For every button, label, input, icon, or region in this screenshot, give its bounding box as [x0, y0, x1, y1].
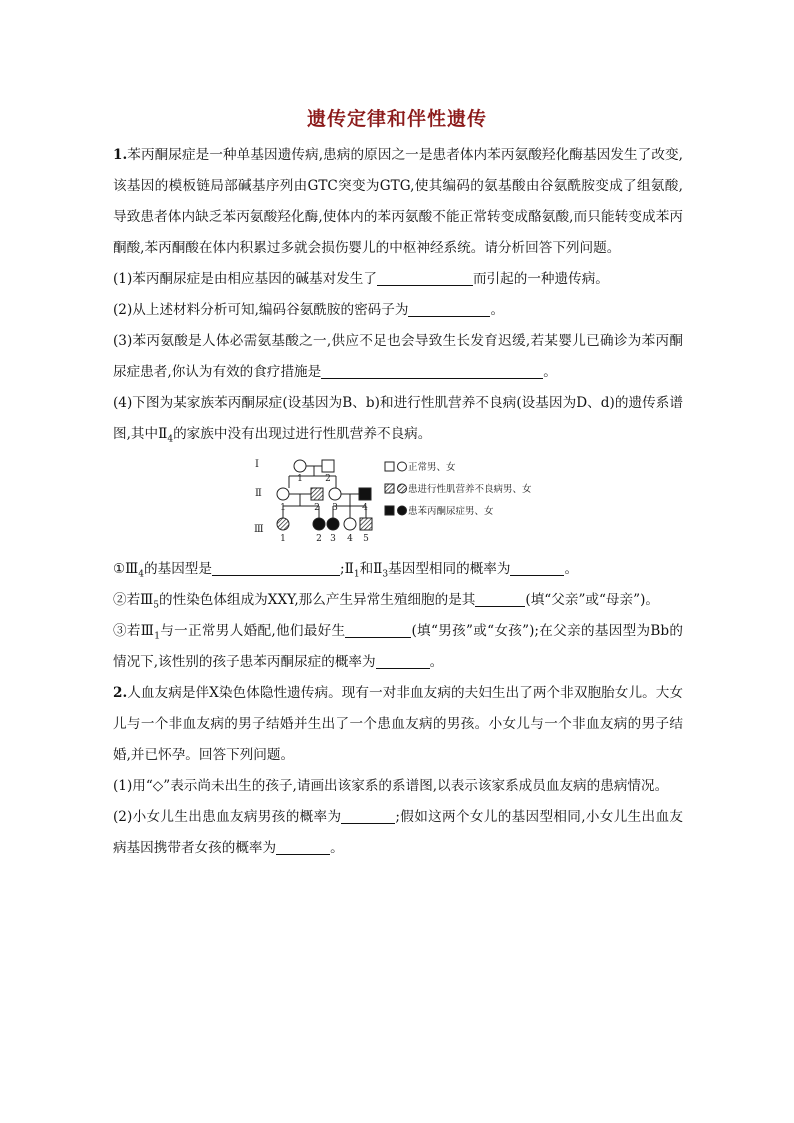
text: (填“男孩”或“女孩”);在父亲的基因型为Bb的情况下,该性别的孩子患苯丙酮尿症的概率为: [113, 623, 683, 670]
q1-sub2: [113, 585, 683, 616]
individual-number: 2: [314, 503, 320, 513]
q1-part3-text: (3)苯丙氨酸是人体必需氨基酸之一,供应不足也会导致生长发育迟缓,若某婴儿已确诊为苯丙酮尿症患者,你认为有效的食疗措施是: [113, 333, 683, 380]
q1-part1: [113, 264, 683, 295]
q1-part4-tail: 的家族中没有出现过进行性肌营养不良病。: [173, 426, 432, 442]
individual-number: 2: [325, 474, 331, 484]
q1-intro-text: 苯丙酮尿症是一种单基因遗传病,患病的原因之一是患者体内苯丙氨酸羟化酶基因发生了改变,该基因的模板链局部碱基序列由GTC突变为GTG,使其编码的氨基酸由谷氨酰胺变成了组氨酸,导致患者体内缺乏苯丙氨酸羟化酶,使体内的苯丙氨酸不能正常转变成酪氨酸,而只能转变成苯丙酮酸,苯丙酮酸在体内积累过多就会损伤婴儿的中枢神经系统。请分析回答下列问题。: [113, 147, 683, 256]
question-number: 2.: [113, 685, 128, 701]
answer-blank[interactable]: [510, 559, 564, 576]
normal-female-symbol: [277, 488, 289, 500]
text: (填“父亲”或“母亲”)。: [525, 592, 659, 608]
answer-blank[interactable]: [212, 559, 340, 576]
q1-part4: [113, 388, 683, 450]
generation-label: Ⅲ: [254, 524, 264, 535]
individual-number: 5: [363, 534, 369, 544]
text: 和Ⅱ: [359, 561, 383, 577]
answer-blank[interactable]: [377, 269, 473, 286]
q1-sub3: [113, 616, 683, 678]
individual-number: 3: [332, 503, 338, 513]
q2-part1: (1)用“◇”表示尚未出生的孩子,请画出该家系的系谱图,以表示该家系成员血友病的患病情况。: [113, 778, 669, 794]
q1-part2: [113, 295, 683, 326]
answer-blank[interactable]: [321, 362, 543, 379]
text: 。: [564, 561, 579, 577]
individual-number: 1: [297, 474, 303, 484]
normal-female-symbol: [329, 488, 341, 500]
subscript: 4: [138, 569, 145, 580]
text: 的基因型是: [144, 561, 212, 577]
answer-blank[interactable]: [276, 838, 330, 855]
generation-label: Ⅱ: [255, 488, 262, 499]
pku-male-symbol: [359, 488, 371, 500]
normal-male-symbol: [322, 460, 334, 472]
q1-intro: [113, 140, 683, 264]
document-body: [113, 140, 683, 864]
page-title: 遗传定律和伴性遗传: [306, 108, 487, 130]
q1-part2-tail: 。: [490, 302, 505, 318]
text: 与一正常男人婚配,他们最好生: [159, 623, 346, 639]
text: (2)小女儿生出患血友病男孩的概率为: [113, 809, 342, 825]
q1-part2-text: (2)从上述材料分析可知,编码谷氨酰胺的密码子为: [113, 302, 409, 318]
q1-part3-tail: 。: [543, 364, 557, 380]
generation-label: Ⅰ: [255, 459, 259, 470]
subscript: 3: [382, 569, 389, 580]
pku-female-symbol: [327, 518, 339, 530]
dmd-male-symbol: [360, 518, 372, 530]
answer-blank[interactable]: [345, 621, 411, 638]
subscript: 1: [353, 569, 360, 580]
text: 。: [330, 840, 344, 856]
legend-label-pku: 患苯丙酮尿症男、女: [408, 506, 494, 517]
q1-part4-text: (4)下图为某家族苯丙酮尿症(设基因为B、b)和进行性肌营养不良病(设基因为D、d)的遗传系谱图,其中Ⅱ: [113, 395, 683, 442]
normal-female-symbol: [344, 518, 356, 530]
normal-female-symbol: [294, 460, 306, 472]
individual-number: 1: [280, 534, 286, 544]
individual-number: 3: [330, 534, 336, 544]
dmd-female-symbol: [277, 518, 289, 530]
legend-label-dmd: 患进行性肌营养不良病男、女: [408, 484, 532, 495]
individual-number: 4: [362, 503, 368, 513]
q2-intro-text: 人血友病是伴X染色体隐性遗传病。现有一对非血友病的夫妇生出了两个非双胞胎女儿。大女儿与一个非血友病的男子结婚并生出了一个患血友病的男孩。小女儿与一个非血友病的男子结婚,并已怀孕。回答下列问题。: [113, 685, 683, 763]
text: ①Ⅲ: [113, 561, 139, 577]
individual-number: 1: [280, 503, 286, 513]
subscript: 4: [167, 434, 174, 445]
text: ②若Ⅲ: [113, 592, 154, 608]
q2-part2: [113, 802, 683, 864]
q2-intro: [113, 678, 683, 771]
text: ;假如这两个女儿的基因型相同,小女儿生出血友病基因携带者女孩的概率为: [113, 809, 683, 856]
subscript: 1: [154, 631, 160, 642]
text: ;Ⅱ: [340, 561, 354, 577]
q1-part3: [113, 326, 683, 388]
legend: [385, 462, 407, 515]
text: ③若Ⅲ: [113, 623, 155, 639]
answer-blank[interactable]: [376, 652, 430, 669]
pedigree-svg: [253, 454, 553, 548]
question-number: 1.: [113, 147, 128, 163]
individual-number: 4: [347, 534, 353, 544]
text: 。: [429, 654, 444, 670]
answer-blank[interactable]: [408, 300, 490, 317]
q1-sub1: [113, 554, 683, 585]
individual-number: 2: [316, 534, 322, 544]
dmd-male-symbol: [311, 488, 323, 500]
pku-female-symbol: [313, 518, 325, 530]
text: 基因型相同的概率为: [388, 561, 511, 577]
q1-part1-text: (1)苯丙酮尿症是由相应基因的碱基对发生了: [113, 271, 377, 287]
q1-part1-tail: 而引起的一种遗传病。: [472, 271, 609, 287]
legend-label-normal: 正常男、女: [408, 462, 456, 473]
answer-blank[interactable]: [475, 590, 525, 607]
answer-blank[interactable]: [341, 807, 395, 824]
subscript: 5: [153, 600, 160, 611]
text: 的性染色体组成为XXY,那么产生异常生殖细胞的是其: [159, 592, 476, 608]
pedigree-chart: [113, 454, 683, 548]
